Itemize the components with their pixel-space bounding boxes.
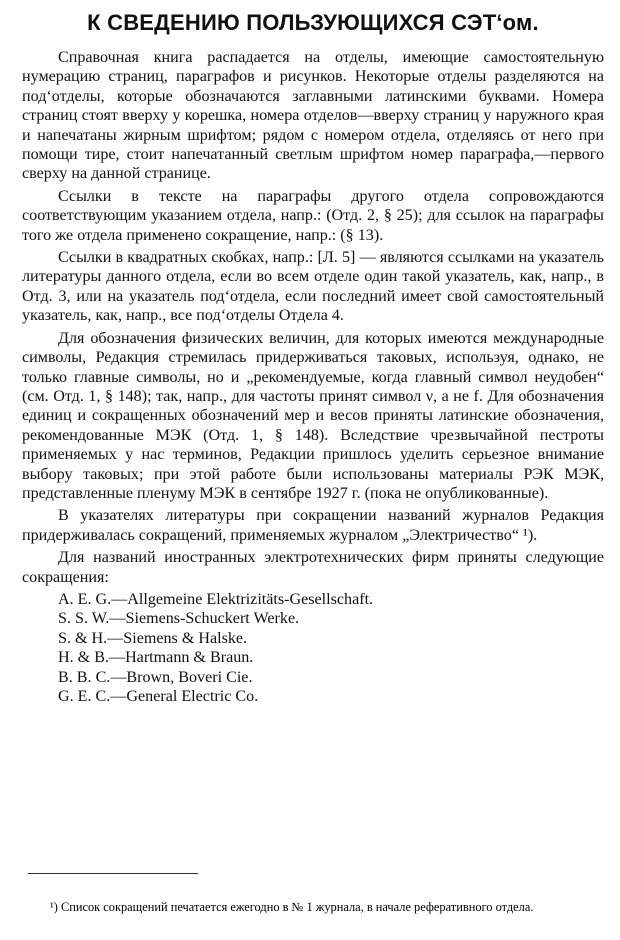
list-item: H. & B.—Hartmann & Braun. — [58, 649, 254, 667]
list-item: G. E. C.—General Electric Co. — [58, 688, 259, 705]
footnote: ¹) Список сокращений печатается ежегодно в № 1 журнала, в начале реферативного отдела. — [50, 900, 534, 915]
list-item: B. B. C.—Brown, Boveri Cie. — [58, 668, 253, 686]
firm-abbreviation-list — [58, 590, 604, 706]
paragraph-section-references: Ссылки в тексте на параграфы другого отдела сопровождаются соответствующим указанием отдела, напр.: (Отд. 2, § 25); для ссылок на параграфы того же отдела применено сокращение, напр.: (§ 13). — [22, 187, 604, 244]
page-title: К СВЕДЕНИЮ ПОЛЬЗУЮЩИХСЯ СЭТ‘ом. — [87, 10, 539, 35]
paragraph-literature-references: Ссылки в квадратных скобках, напр.: [Л. 5] — являются ссылками на указатель литературы данного отдела, если во всем отделе один такой указатель, как, напр., в Отд. 3, или на указатель под‘отдела, если последний имеет свой самостоятельный указатель, как, напр., все под‘отделы Отдела 4. — [22, 249, 604, 325]
list-item: A. E. G.—Allgemeine Elektrizitäts-Gesellschaft. — [58, 590, 374, 608]
paragraph-firm-abbreviations-intro: Для названий иностранных электротехнических фирм приняты следующие сокращения: — [22, 549, 604, 586]
list-item: S. S. W.—Siemens-Schuckert Werke. — [58, 610, 300, 628]
paragraph-symbols: Для обозначения физических величин, для которых имеются международные символы, Редакция стремилась придерживаться таковых, используя, однако, не только главные символы, но и „рекомендуемые, когда главный символ неудобен“ (см. Отд. 1, § 148); так, напр., для частоты принят символ ν, а не f. Для обозначения единиц и сокращенных обозначений мер и весов приняты латинские обозначения, рекомендованные МЭК (Отд. 1, § 148). Вследствие чрезвычайной пестроты применяемых у нас терминов, Редакции пришлось уделить серьезное внимание выбору таковых; при этой работе были использованы материалы РЭК МЭК, представленные пленуму МЭК в сентябре 1927 г. (пока не опубликованные). — [22, 329, 604, 502]
list-item: S. & H.—Siemens & Halske. — [58, 629, 248, 647]
paragraph-journal-abbreviations: В указателях литературы при сокращении названий журналов Редакция придерживалась сокращений, применяемых журналом „Электричество“ ¹). — [22, 507, 604, 544]
footnote-divider — [28, 873, 198, 874]
paragraph-structure: Справочная книга распадается на отделы, имеющие самостоятельную нумерацию страниц, параграфов и рисунков. Некоторые отделы разделяются на под‘отделы, которые обозначаются заглавными латинскими буквами. Номера страниц стоят вверху у корешка, номера отделов—вверху страниц у наружного края и напечатаны жирным шрифтом; рядом с номером отдела, отделяясь от него при помощи тире, стоит напечатанный светлым шрифтом номер параграфа,—первого сверху на данной странице. — [22, 49, 604, 183]
